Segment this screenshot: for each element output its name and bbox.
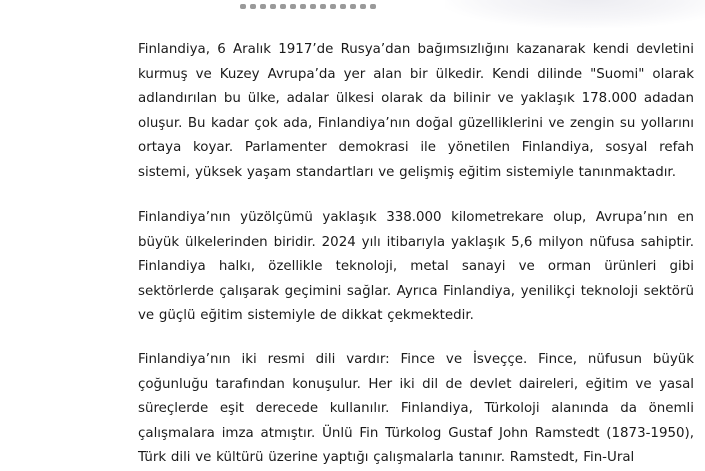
top-cropped-strip (0, 0, 700, 30)
paragraph-geography-population: Finlandiya’nın yüzölçümü yaklaşık 338.000 kilometrekare olup, Avrupa’nın en büyük ülkelerinden biridir. 2024 yılı itibarıyla yaklaşık 5,6 milyon nüfusa sahiptir. Finlandiya halkı, özellikle teknoloji, metal sanayi ve orman ürünleri gibi sektörlerde çalışarak geçimini sağlar. Ayrıca Finlandiya, yenilikçi teknoloji sektörü ve güçlü eğitim sistemiyle de dikkat çekmektedir. (138, 210, 694, 323)
paragraph-languages-turkology: Finlandiya’nın iki resmi dili vardır: Fince ve İsveççe. Fince, nüfusun büyük çoğunluğu tarafından konuşulur. Her iki dil de devlet daireleri, eğitim ve yasal süreçlerde eşit derecede kullanılır. Finlandiya, Türkoloji alanında da önemli çalışmalara imza atmıştır. Ünlü Fin Türkolog Gustaf John Ramstedt (1873-1950), Türk dili ve kültürü üzerine yaptığı çalışmalarla tanınır. Ramstedt, Fin-Ural (138, 352, 694, 465)
paragraph-independence: Finlandiya, 6 Aralık 1917’de Rusya’dan bağımsızlığını kazanarak kendi devletini kurmuş ve Kuzey Avrupa’da yer alan bir ülkedir. Kendi dilinde "Suomi" olarak adlandırılan bu ülke, adalar ülkesi olarak da bilinir ve yaklaşık 178.000 adadan oluşur. Bu kadar çok ada, Finlandiya’nın doğal güzelliklerini ve zengin su yollarını ortaya koyar. Parlamenter demokrasi ile yönetilen Finlandiya, sosyal refah sistemi, yüksek yaşam standartları ve gelişmiş eğitim sistemiyle tanınmaktadır. (138, 42, 694, 180)
cropped-text-fragment (240, 0, 400, 2)
cropped-header-image (445, 0, 705, 28)
